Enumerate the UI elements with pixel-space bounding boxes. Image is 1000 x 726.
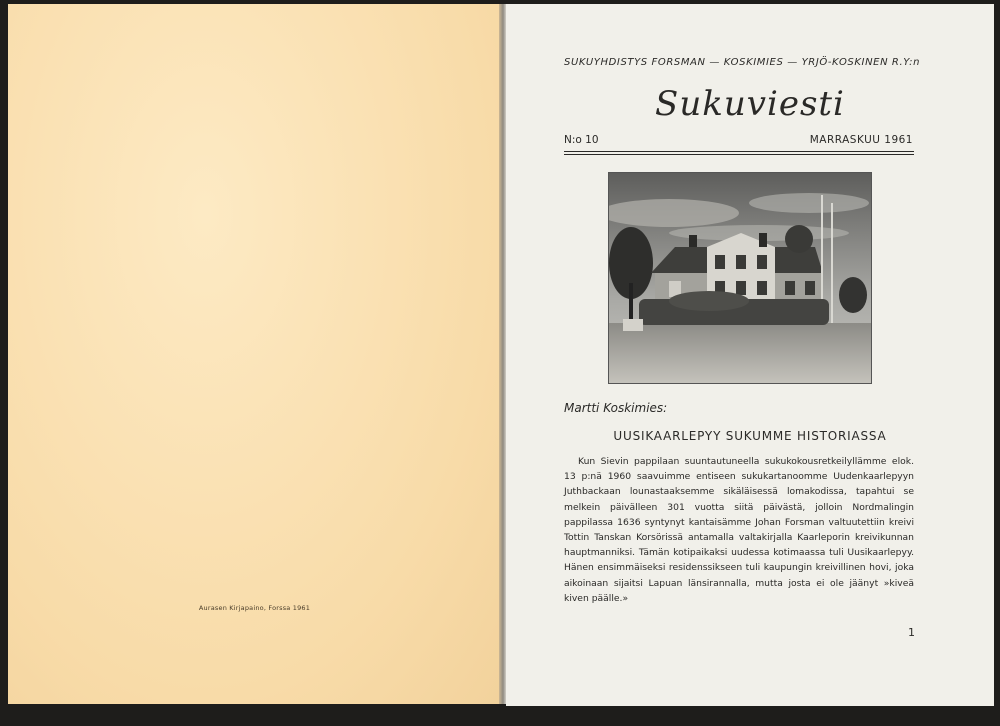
background-band: [0, 706, 1000, 726]
header-rule-top: [564, 151, 914, 152]
issue-number: N:o 10: [564, 134, 599, 146]
article-body: Kun Sievin pappilaan suuntautuneella sukukokousretkeilyllämme elok. 13 p:nä 1960 saavuimme entiseen sukukartanoomme Uudenkaarlepyyn Juthbackaan lounastaaksemme sikäläisessä lomakodissa, tapahtui se melkein päivälleen 301 vuotta siitä päivästä, jolloin Nordmalingin pappilassa 1636 syntynyt kantaisämme Johan Forsman valtuutettiin kreivi Tottin Tanskan Korsörissä antamalla valtakirjalla Kaarleporin kreivikunnan hauptmanniksi. Tämän kotipaikaksi uudessa kotimaassa tuli Uusikaarlepyy. Hänen ensimmäiseksi residenssikseen tuli kaupungin kreivillinen hovi, joka aikoinaan sijaitsi Lapuan länsirannalla, mutta josta ei ole jäänyt »kiveä kiven päälle.»: [564, 456, 914, 604]
article-heading: UUSIKAARLEPYY SUKUMME HISTORIASSA: [613, 429, 887, 443]
manor-house-photo: [608, 172, 872, 384]
masthead: SUKUYHDISTYS FORSMAN — KOSKIMIES — YRJÖ-KOSKINEN R.Y:n: [564, 57, 921, 68]
page-number: 1: [908, 626, 915, 639]
header-rule-bottom: [564, 154, 914, 155]
issue-row: [564, 134, 913, 148]
newsletter-title: Sukuviesti: [655, 84, 845, 124]
article-byline: Martti Koskimies:: [564, 401, 668, 415]
left-page: [8, 4, 501, 704]
printer-imprint: Aurasen Kirjapaino, Forssa 1961: [198, 604, 311, 612]
right-page: [506, 4, 994, 706]
issue-date: MARRASKUU 1961: [809, 134, 913, 146]
